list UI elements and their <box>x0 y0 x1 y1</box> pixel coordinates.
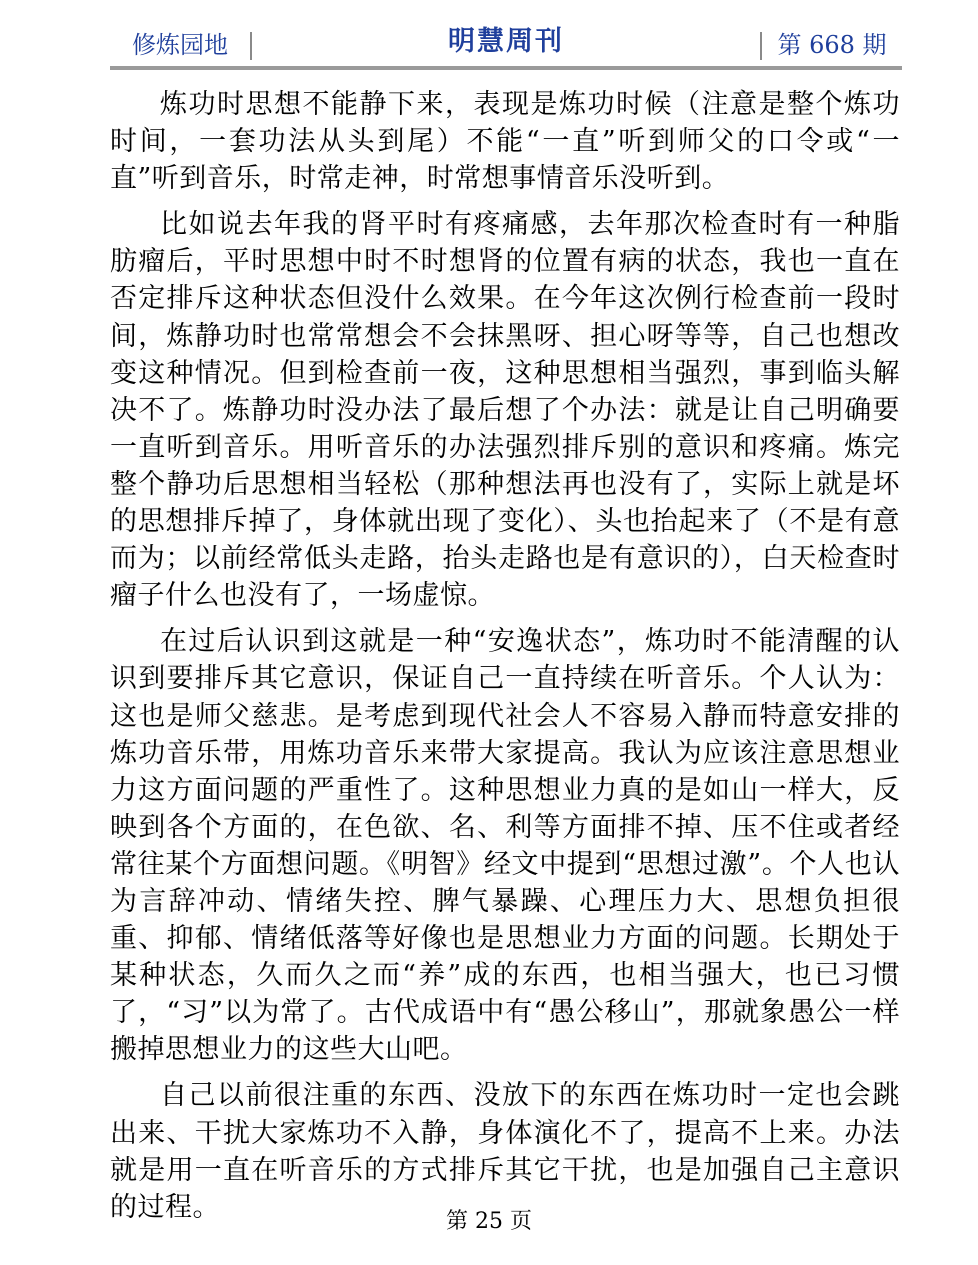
paragraph-3: 在过后认识到这就是一种“安逸状态”，炼功时不能清醒的认识到要排斥其它意识，保证自己一直持续在听音乐。个人认为：这也是师父慈悲。是考虑到现代社会人不容易入静而特意安排的炼功音乐带，用炼功音乐来带大家提高。我认为应该注意思想业力这方面问题的严重性了。这种思想业力真的是如山一样大，反映到各个方面的，在色欲、名、利等方面排不掉、压不住或者经常往某个方面想问题。《明智》经文中提到“思想过激”。个人也认为言辞冲动、情绪失控、脾气暴躁、心理压力大、思想负担很重、抑郁、情绪低落等好像也是思想业力方面的问题。长期处于某种状态，久而久之而“养”成的东西，也相当强大，也已习惯了，“习”以为常了。古代成语中有“愚公移山”，那就象愚公一样搬掉思想业力的这些大山吧。 <box>110 626 900 1066</box>
publication-title: 明慧周刊 <box>448 26 564 57</box>
paragraph-1: 炼功时思想不能静下来，表现是炼功时候（注意是整个炼功时间，一套功法从头到尾）不能“一直”听到师父的口令或“一直”听到音乐，时常走神，时常想事情音乐没听到。 <box>110 89 900 195</box>
header-rule <box>110 66 902 70</box>
issue-number: 第 668 期 <box>777 31 887 59</box>
section-title: 修炼园地 <box>132 31 228 59</box>
paragraph-2: 比如说去年我的肾平时有疼痛感，去年那次检查时有一种脂肪瘤后，平时思想中时不时想肾的位置有病的状态，我也一直在否定排斥这种状态但没什么效果。在今年这次例行检查前一段时间，炼静功时也常常想会不会抹黑呀、担心呀等等，自己也想改变这种情况。但到检查前一夜，这种思想相当强烈，事到临头解决不了。炼静功时没办法了最后想了个办法：就是让自己明确要一直听到音乐。用听音乐的办法强烈排斥别的意识和疼痛。炼完整个静功后思想相当轻松（那种想法再也没有了，实际上就是坏的思想排斥掉了，身体就出现了变化）、头也抬起来了（不是有意而为；以前经常低头走路，抬头走路也是有意识的），白天检查时瘤子什么也没有了，一场虚惊。 <box>110 209 900 612</box>
article-body <box>110 86 900 1226</box>
paragraph-4: 自己以前很注重的东西、没放下的东西在炼功时一定也会跳出来、干扰大家炼功不入静，身体演化不了，提高不上来。办法就是用一直在听音乐的方式排斥其它干扰，也是加强自己主意识的过程。 <box>110 1080 900 1223</box>
page-number: 第 25 页 <box>446 1209 532 1234</box>
page-header <box>110 22 902 68</box>
